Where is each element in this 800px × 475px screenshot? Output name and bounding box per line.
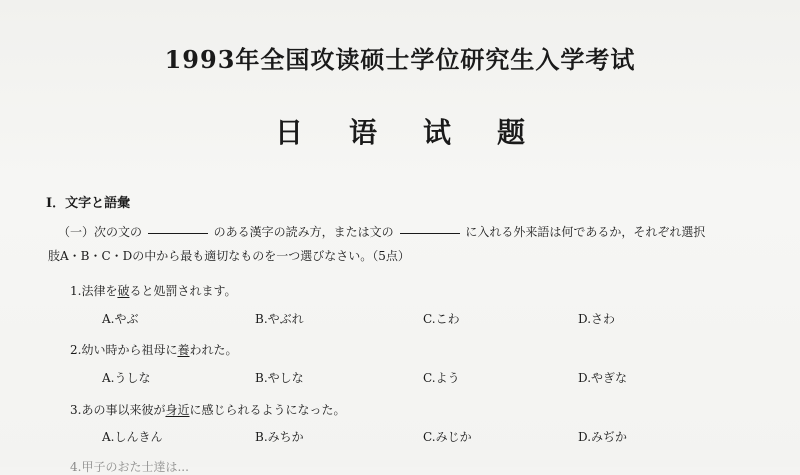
instruction-line-1 xyxy=(58,225,758,239)
instruction-blank-1 xyxy=(148,233,208,234)
instruction-line-2: 肢A・B・C・Dの中から最も適切なものを一つ選びなさい。（5点） xyxy=(48,249,410,263)
question-2-option-d: D.やぎな xyxy=(578,371,628,385)
question-3-suffix: に感じられるようになった。 xyxy=(189,403,346,417)
question-3-option-b: B.みちか xyxy=(255,430,304,444)
exam-title: 1993年全国攻读硕士学位研究生入学考试 xyxy=(164,45,636,74)
question-2-prefix: 2.幼い時から祖母に xyxy=(70,343,178,357)
question-1-option-d: D.さわ xyxy=(578,312,616,326)
question-2-underlined: 養 xyxy=(177,343,190,357)
question-3-option-d: D.みぢか xyxy=(578,430,628,444)
question-1-suffix: ると処罰されます。 xyxy=(129,284,237,298)
exam-subtitle: 日语试题 xyxy=(274,116,571,149)
question-1-option-c: C.こわ xyxy=(423,312,460,326)
instruction-part-2: のある漢字の読み方，または文の xyxy=(213,225,394,239)
question-1-underlined: 破 xyxy=(117,284,130,298)
instruction-part-3: に入れる外来語は何であるか，それぞれ選択 xyxy=(465,225,706,239)
question-2 xyxy=(70,341,237,358)
question-3-option-c: C.みじか xyxy=(423,430,472,444)
question-1-prefix: 1.法律を xyxy=(70,284,118,298)
question-1-option-b: B.やぶれ xyxy=(255,312,304,326)
instruction-part-1: （一）次の文の xyxy=(58,225,143,239)
section-heading: I．文字と語彙 xyxy=(46,196,131,211)
instruction-blank-2 xyxy=(400,233,460,234)
question-2-suffix: われた。 xyxy=(189,343,238,357)
question-1-option-a: A.やぶ xyxy=(102,312,139,326)
question-3 xyxy=(70,401,345,418)
question-3-option-a: A.しんきん xyxy=(102,430,163,444)
question-3-prefix: 3.あの事以来彼が xyxy=(70,403,166,417)
question-2-option-b: B.やしな xyxy=(255,371,304,385)
question-2-option-a: A.うしな xyxy=(102,371,151,385)
question-1 xyxy=(70,282,237,299)
question-3-underlined: 身近 xyxy=(165,403,190,417)
question-2-option-c: C.よう xyxy=(423,371,460,385)
partial-next-question: 4.甲子のおた士達は... xyxy=(70,460,189,474)
